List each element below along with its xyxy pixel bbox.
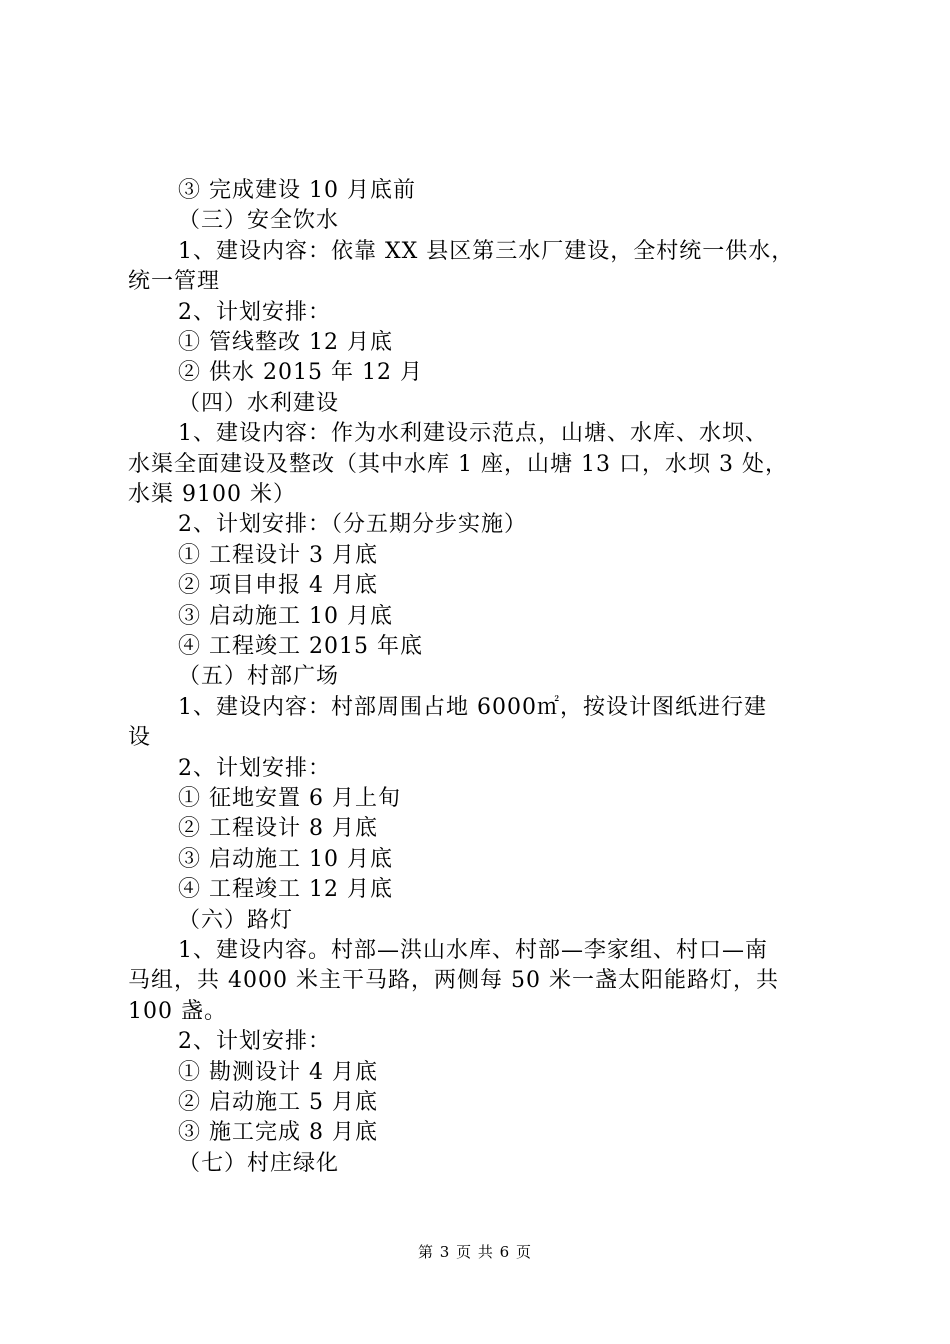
list-item: ② 供水 2015 年 12 月: [178, 360, 423, 385]
text-line: 设: [128, 725, 152, 750]
page-number-footer: 第 3 页 共 6 页: [418, 1243, 532, 1261]
section-heading: （四）水利建设: [178, 391, 340, 416]
text-line: 统一管理: [128, 269, 221, 294]
text-line: 马组，共 4000 米主干马路，两侧每 50 米一盏太阳能路灯，共: [128, 968, 779, 993]
list-item: ③ 启动施工 10 月底: [178, 604, 393, 629]
text-line: ③ 完成建设 10 月底前: [178, 178, 416, 203]
section-heading: （五）村部广场: [178, 664, 340, 689]
text-line: 2、计划安排：: [178, 756, 331, 781]
list-item: ① 管线整改 12 月底: [178, 330, 393, 355]
list-item: ① 征地安置 6 月上旬: [178, 786, 401, 811]
text-line: 2、计划安排：: [178, 300, 331, 325]
list-item: ④ 工程竣工 12 月底: [178, 877, 393, 902]
list-item: ② 启动施工 5 月底: [178, 1090, 378, 1115]
text-line: 1、建设内容。村部—洪山水库、村部—李家组、村口—南: [178, 938, 768, 963]
list-item: ② 工程设计 8 月底: [178, 816, 378, 841]
text-line: 水渠全面建设及整改（其中水库 1 座，山塘 13 口，水坝 3 处，: [128, 452, 788, 477]
list-item: ③ 启动施工 10 月底: [178, 847, 393, 872]
text-line: 1、建设内容：依靠 XX 县区第三水厂建设，全村统一供水，: [178, 239, 795, 264]
list-item: ④ 工程竣工 2015 年底: [178, 634, 423, 659]
list-item: ① 勘测设计 4 月底: [178, 1060, 378, 1085]
text-line: 100 盏。: [128, 999, 227, 1024]
text-line: 1、建设内容：村部周围占地 6000㎡，按设计图纸进行建: [178, 695, 767, 720]
list-item: ② 项目申报 4 月底: [178, 573, 378, 598]
text-line: 2、计划安排：: [178, 1029, 331, 1054]
text-line: 2、计划安排：（分五期分步实施）: [178, 512, 527, 537]
section-heading: （七）村庄绿化: [178, 1151, 340, 1176]
text-line: 1、建设内容：作为水利建设示范点，山塘、水库、水坝、: [178, 421, 768, 446]
list-item: ③ 施工完成 8 月底: [178, 1120, 378, 1145]
section-heading: （六）路灯: [178, 908, 294, 933]
section-heading: （三）安全饮水: [178, 208, 340, 233]
text-line: 水渠 9100 米）: [128, 482, 296, 507]
list-item: ① 工程设计 3 月底: [178, 543, 378, 568]
